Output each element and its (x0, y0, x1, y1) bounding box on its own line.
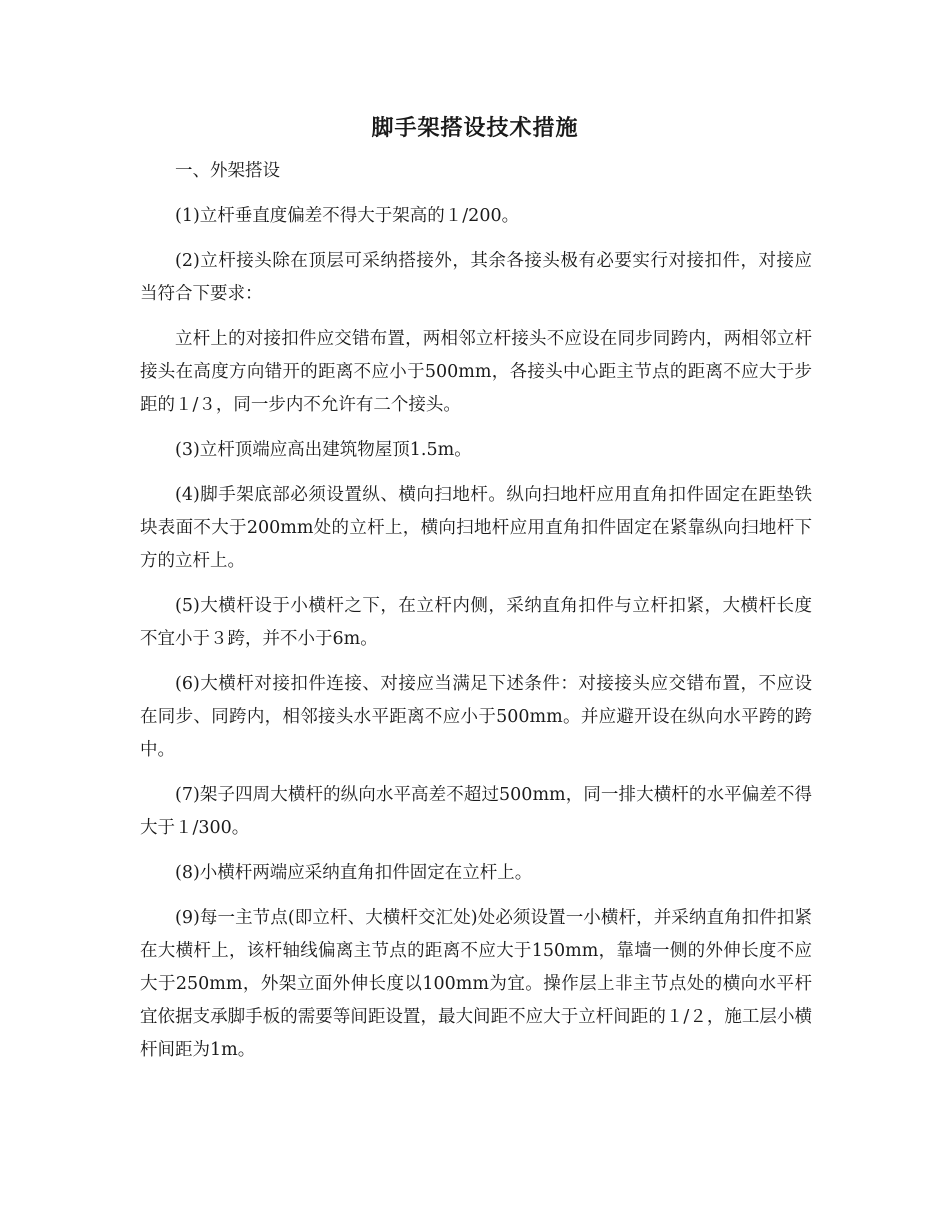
paragraph-3: (3)立杆顶端应高出建筑物屋顶1.5m。 (175, 440, 472, 460)
paragraph-1: (1)立杆垂直度偏差不得大于架高的１/200。 (175, 206, 520, 226)
paragraph-9: (9)每一主节点(即立杆、大横杆交汇处)处必须设置一小横杆，并采纳直角扣件扣紧在大横杆上，该杆轴线偏离主节点的距离不应大于150mm，靠墙一侧的外伸长度不应大于250mm，外架立面外伸长度以100mm为宜。操作层上非主节点处的横向水平杆宜依据支承脚手板的需要等间距设置，最大间距不应大于立杆间距的１/２，施工层小横杆间距为1m。 (140, 908, 812, 1060)
paragraph-6: (6)大横杆对接扣件连接、对接应当满足下述条件：对接接头应交错布置，不应设在同步、同跨内，相邻接头水平距离不应小于500mm。并应避开设在纵向水平跨的跨中。 (140, 674, 812, 760)
paragraph-4: (4)脚手架底部必须设置纵、横向扫地杆。纵向扫地杆应用直角扣件固定在距垫铁块表面不大于200mm处的立杆上，横向扫地杆应用直角扣件固定在紧靠纵向扫地杆下方的立杆上。 (140, 485, 812, 571)
paragraph-2-detail: 立杆上的对接扣件应交错布置，两相邻立杆接头不应设在同步同跨内，两相邻立杆接头在高度方向错开的距离不应小于500mm，各接头中心距主节点的距离不应大于步距的１/３，同一步内不允许有二个接头。 (140, 329, 812, 415)
paragraph-8: (8)小横杆两端应采纳直角扣件固定在立杆上。 (175, 863, 533, 883)
document-title: 脚手架搭设技术措施 (371, 115, 579, 141)
section-heading: 一、外架搭设 (175, 161, 280, 181)
document-body (140, 155, 812, 1079)
paragraph-7: (7)架子四周大横杆的纵向水平高差不超过500mm，同一排大横杆的水平偏差不得大于１/300。 (140, 785, 812, 838)
paragraph-5: (5)大横杆设于小横杆之下，在立杆内侧，采纳直角扣件与立杆扣紧，大横杆长度不宜小于３跨，并不小于6m。 (140, 596, 812, 649)
paragraph-2: (2)立杆接头除在顶层可采纳搭接外，其余各接头极有必要实行对接扣件，对接应当符合下要求： (140, 251, 812, 304)
